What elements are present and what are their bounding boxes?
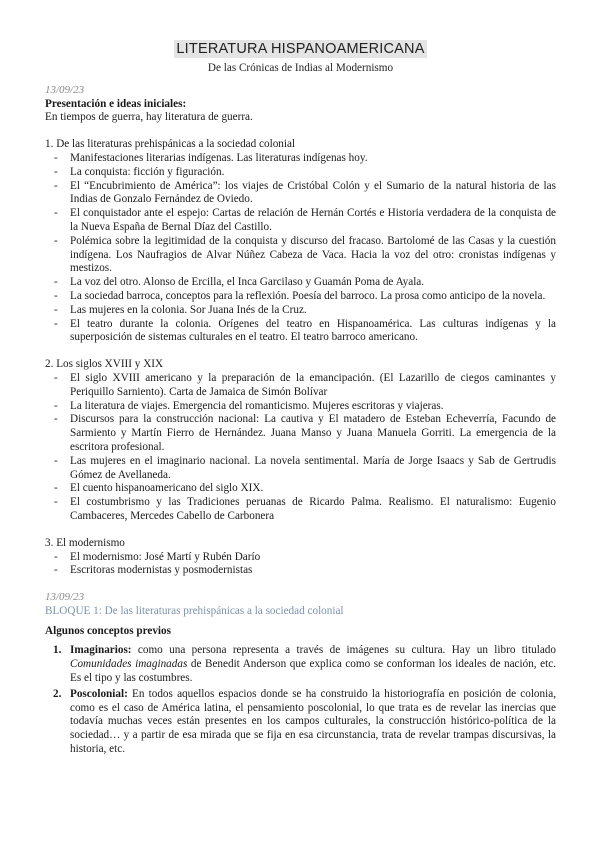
list-item: - El “Encubrimiento de América”: los viajes de Cristóbal Colón y el Sumario de la natural historia de las Indias de Gonzalo Fernández de Oviedo. <box>70 180 556 208</box>
concepts-heading: Algunos conceptos previos <box>45 624 171 637</box>
list-item: - Las mujeres en la colonia. Sor Juana Inés de la Cruz. <box>70 304 556 318</box>
concept-number: 2. <box>53 687 62 700</box>
list-item: - El cuento hispanoamericano del siglo XIX. <box>70 482 556 496</box>
concept-text: de Benedit Anderson que explica como se conforman los ideales de nación, etc. Es el tipo y las costumbres. <box>70 658 556 685</box>
list-item: - El teatro durante la colonia. Orígenes del teatro en Hispanoamérica. Las culturas indígenas y la superposición de sistemas culturales en el teatro. El teatro barroco americano. <box>70 318 556 346</box>
section-heading-3: 3. El modernismo <box>45 536 125 549</box>
section-heading-1: 1. De las literaturas prehispánicas a la sociedad colonial <box>45 138 296 151</box>
section-list-3 <box>45 551 556 579</box>
bloque-heading: BLOQUE 1: De las literaturas prehispánicas a la sociedad colonial <box>45 604 344 617</box>
date-2: 13/09/23 <box>45 591 85 604</box>
section-list-1 <box>45 152 556 345</box>
list-item: - El modernismo: José Martí y Rubén Darío <box>70 551 556 565</box>
section-heading-2: 2. Los siglos XVIII y XIX <box>45 358 164 371</box>
concept-number: 1. <box>53 644 62 657</box>
title-wrap <box>45 40 556 58</box>
concepts-list <box>45 644 556 756</box>
concept-text: como una persona representa a través de imágenes su cultura. Hay un libro titulado <box>131 644 556 657</box>
list-item: - El costumbrismo y las Tradiciones peruanas de Ricardo Palma. Realismo. El naturalismo: Eugenio Cambaceres, Mercedes Cabello de Carbonera <box>70 496 556 524</box>
list-item: - La literatura de viajes. Emergencia del romanticismo. Mujeres escritoras y viajeras. <box>70 400 556 414</box>
intro-heading: Presentación e ideas iniciales: <box>45 97 187 110</box>
list-item: - La conquista: ficción y figuración. <box>70 166 556 180</box>
concept-item <box>45 688 556 757</box>
concept-term: Poscolonial: <box>70 687 128 700</box>
list-item: - Discursos para la construcción nacional: La cautiva y El matadero de Esteban Echeverría, Facundo de Sarmiento y Martín Fierro de Hernández. Juana Manso y Juana Manuela Gorriti. La emergencia de la escritora profesional. <box>70 413 556 454</box>
list-item: - La sociedad barroca, conceptos para la reflexión. Poesía del barroco. La prosa como anticipo de la novela. <box>70 290 556 304</box>
list-item: - Escritoras modernistas y posmodernistas <box>70 564 556 578</box>
document-title: LITERATURA HISPANOAMERICANA <box>176 41 425 57</box>
list-item: - Polémica sobre la legitimidad de la conquista y discurso del fracaso. Bartolomé de las Casas y la cuestión indígena. Los Naufragios de Alvar Núñez Cabeza de Vaca. Hacia la voz del otro: cronistas indígenas y mestizos. <box>70 235 556 276</box>
concept-text: En todos aquellos espacios donde se ha construido la historiografía en posición de colonia, como es el caso de América latina, el pensamiento poscolonial, lo que trata es de revelar las inercias que todavía muchas veces están presentes en los campos culturales, la construcción histórico-política de la sociedad… y a partir de esa mirada que se fija en esa circunstancia, trata de revelar trampas discursivas, la historia, etc. <box>70 687 556 756</box>
date-1: 13/09/23 <box>45 83 85 96</box>
document-subtitle: De las Crónicas de Indias al Modernismo <box>207 62 394 74</box>
concept-item <box>45 644 556 685</box>
concept-term: Imaginarios: <box>70 644 132 657</box>
list-item: - La voz del otro. Alonso de Ercilla, el Inca Garcilaso y Guamán Poma de Ayala. <box>70 276 556 290</box>
list-item: - Las mujeres en el imaginario nacional. La novela sentimental. María de Jorge Isaacs y Sab de Gertrudis Gómez de Avellaneda. <box>70 455 556 483</box>
concept-italic-title: Comunidades imaginadas <box>70 658 188 671</box>
list-item: - El siglo XVIII americano y la preparación de la emancipación. (El Lazarillo de ciegos caminantes y Periquillo Sarniento). Carta de Jamaica de Simón Bolívar <box>70 372 556 400</box>
section-list-2 <box>45 372 556 524</box>
list-item: - El conquistador ante el espejo: Cartas de relación de Hernán Cortés e Historia verdadera de la conquista de la Nueva España de Bernal Díaz del Castillo. <box>70 207 556 235</box>
list-item: - Manifestaciones literarias indígenas. Las literaturas indígenas hoy. <box>70 152 556 166</box>
intro-text: En tiempos de guerra, hay literatura de guerra. <box>45 111 253 124</box>
